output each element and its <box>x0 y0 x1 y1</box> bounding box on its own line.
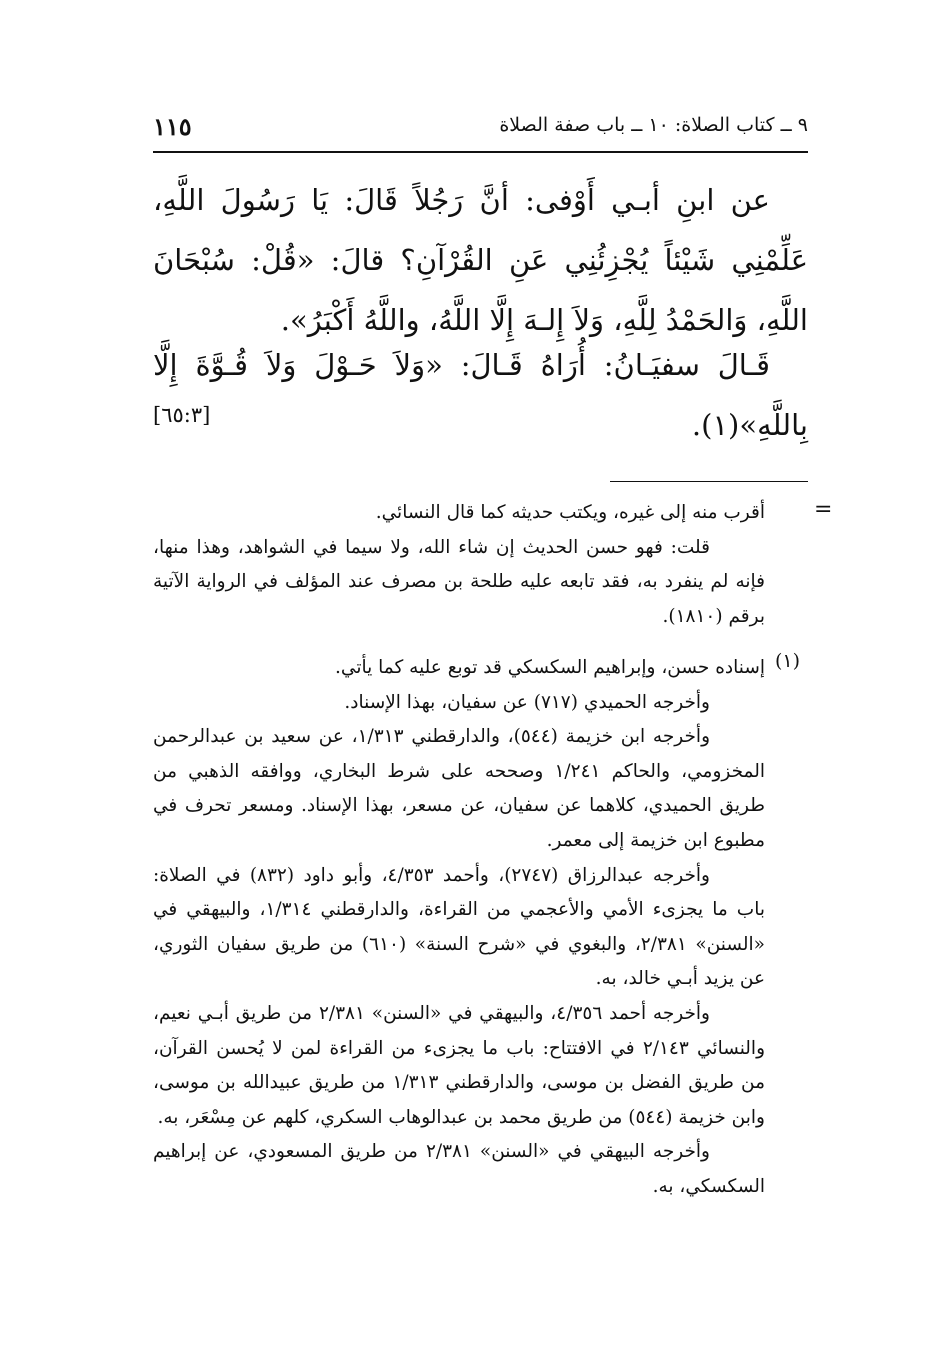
hadith-text <box>153 170 808 350</box>
footnote-paragraph: وأخرجه الحميدي (٧١٧) عن سفيان، بهذا الإسناد. <box>344 691 710 713</box>
footnote-rule <box>610 481 808 482</box>
hadith-reference: [٦٥:٣] <box>153 403 211 427</box>
footnote-paragraph: وأخرجه عبدالرزاق (٢٧٤٧)، وأحمد ٤/٣٥٣، وأبو داود (٨٣٢) في الصلاة: باب ما يجزىء الأمي والأعجمي من القراءة، والدارقطني ١/٣١٤، والبيهقي في «السنن» ٢/٣٨١، والبغوي في «شرح السنة» (٦١٠) من طريق سفيان الثوري، عن يزيد أبـي خالد، به. <box>153 864 765 990</box>
footnote-paragraph: قلت: فهو حسن الحديث إن شاء الله، ولا سيما في الشواهد، وهذا منها، فإنه لم ينفرد به، فقد تابعه عليه طلحة بن مصرف عند المؤلف في الرواية الآتية برقم (١٨١٠). <box>153 536 765 627</box>
running-header: ٩ ــ كتاب الصلاة: ١٠ ــ باب صفة الصلاة <box>499 114 808 136</box>
footnote-1 <box>153 651 765 1205</box>
page-number: ١١٥ <box>153 112 192 141</box>
hadith-paragraph: عن ابنِ أبـي أَوْفى: أنَّ رَجُلاً قَالَ: يَا رَسُولَ اللَّهِ، عَلِّمْنِي شَيْئاً يُجْزِئُنِي عَنِ القُرْآنِ؟ قالَ: «قُلْ: سُبْحَانَ اللَّهِ، وَالحَمْدُ لِلَّهِ، وَلاَ إِلـهَ إِلَّا اللَّهُ، واللَّهُ أَكْبَرُ». <box>153 183 808 337</box>
footnote-paragraph: وأخرجه ابن خزيمة (٥٤٤)، والدارقطني ١/٣١٣، عن سعيد بن عبدالرحمن المخزومي، والحاكم ١/٢٤١ وصححه على شرط البخاري، ووافقه الذهبي من طريق الحميدي، كلاهما عن سفيان، عن مسعر، بهذا الإسناد. ومسعر تحرف في مطبوع ابن خزيمة إلى معمر. <box>153 726 766 851</box>
footnote-continuation <box>153 496 765 634</box>
header-rule <box>153 151 808 153</box>
footnote-paragraph: وأخرجه البيهقي في «السنن» ٢/٣٨١ من طريق المسعودي، عن إبراهيم السكسكي، به. <box>153 1141 765 1197</box>
continuation-mark: = <box>814 497 833 522</box>
footnote-paragraph: وأخرجه أحمد ٤/٣٥٦، والبيهقي في «السنن» ٢/٣٨١ من طريق أبـي نعيم، والنسائي ٢/١٤٣ في الافتتاح: باب ما يجزىء من القراءة لمن لا يُحسن القرآن، من طريق الفضل بن موسى، والدارقطني ١/٣١٣ من طريق عبيدالله بن موسى، وابن خزيمة (٥٤٤) من طريق محمد بن عبدالوهاب السكري، كلهم عن مِسْعَر، به. <box>153 1002 766 1128</box>
footnote-paragraph: إسناده حسن، وإبراهيم السكسكي قد توبع عليه كما يأتي. <box>335 657 765 678</box>
sufyan-narration <box>153 335 808 455</box>
footnote-paragraph: أقرب منه إلى غيره، ويكتب حديثه كما قال النسائي. <box>375 502 765 523</box>
hadith-paragraph: قَـالَ سفيَـانُ: أُرَاهُ قَـالَ: «وَلاَ حَـوْلَ وَلاَ قُـوَّةَ إِلَّا بِاللَّهِ»(١). <box>153 348 808 442</box>
footnote-marker: (١) <box>775 650 801 672</box>
